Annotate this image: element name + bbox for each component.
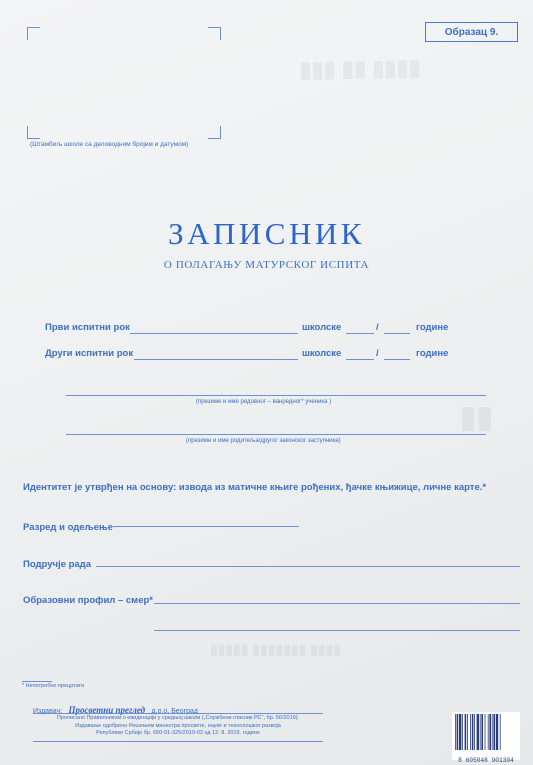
stamp-corner-mark xyxy=(27,126,40,139)
stamp-corner-mark xyxy=(208,27,221,40)
school-year-label: школске xyxy=(302,348,342,359)
student-name-field[interactable] xyxy=(66,395,486,396)
barcode-number: 8 605048 901304 xyxy=(458,757,514,764)
page-subtitle: О ПОЛАГАЊУ МАТУРСКОГ ИСПИТА xyxy=(163,259,370,271)
legal-line: Републике Србије бр. 650-01-325/2019-03 од 12. 8. 2019. године xyxy=(96,730,260,736)
barcode xyxy=(452,712,520,764)
publisher-logo: Просветни преглед xyxy=(68,705,146,715)
class-field[interactable] xyxy=(113,526,299,527)
legal-notice xyxy=(33,715,323,738)
publisher-suffix: д.о.о. Београд xyxy=(151,708,199,715)
year-label: године xyxy=(416,348,449,359)
first-term-field[interactable] xyxy=(130,333,298,334)
year-separator: / xyxy=(376,348,379,359)
legal-line: Издавање одобрено Решењем министра просвете, науке и технолошког развоја xyxy=(75,722,281,729)
barcode-bars xyxy=(452,712,520,752)
stamp-caption: (Штамбиљ школе са деловодним бројем и датумом) xyxy=(30,141,189,148)
school-year-label: школске xyxy=(302,322,342,333)
year-start-field[interactable] xyxy=(346,359,374,360)
parent-name-caption: (презиме и име родитеља/другог законског заступника) xyxy=(186,438,341,444)
page-title: ЗАПИСНИК xyxy=(168,216,365,251)
year-start-field[interactable] xyxy=(346,333,374,334)
field-of-work-field[interactable] xyxy=(96,566,520,567)
form-number-badge: Образац 9. xyxy=(425,22,518,42)
publisher-label: Издавач: xyxy=(33,708,63,715)
field-of-work-label: Подручје рада xyxy=(23,559,91,570)
year-end-field[interactable] xyxy=(384,333,410,334)
second-term-label: Други испитни рок xyxy=(45,348,134,359)
show-through-bg: ▮▮▮▮▮ ▮▮▮▮▮▮▮ ▮▮▮▮ xyxy=(210,641,342,657)
year-label: године xyxy=(416,322,449,333)
footnote: * Непотребно прецртати xyxy=(22,683,85,689)
legal-line: Прописано Правилником о евиденцији у средњој школи („Службени гласник РС", бр. 56/2019). xyxy=(56,715,300,721)
year-separator: / xyxy=(376,322,379,333)
year-end-field[interactable] xyxy=(384,359,410,360)
first-term-label: Први испитни рок xyxy=(45,322,130,333)
profile-field-line-1[interactable] xyxy=(154,603,520,604)
parent-name-field[interactable] xyxy=(66,434,486,435)
show-through-bg: ▮▮▮ ▮▮ ▮▮▮▮ xyxy=(299,54,421,82)
footnote-rule xyxy=(22,681,52,682)
second-term-field[interactable] xyxy=(134,359,298,360)
profile-label: Образовни профил – смер* xyxy=(23,595,153,606)
identity-statement: Идентитет је утврђен на основу: извода из матичне књиге рођених, ђачке књижице, личне карте.* xyxy=(23,482,487,493)
stamp-corner-mark xyxy=(27,27,40,40)
student-name-caption: (презиме и име редовног – ванредног* ученика ) xyxy=(196,399,332,405)
profile-field-line-2[interactable] xyxy=(154,630,520,631)
stamp-corner-mark xyxy=(208,126,221,139)
show-through-bg: ▮▮ xyxy=(460,401,494,434)
class-label: Разред и одељење xyxy=(23,522,113,533)
